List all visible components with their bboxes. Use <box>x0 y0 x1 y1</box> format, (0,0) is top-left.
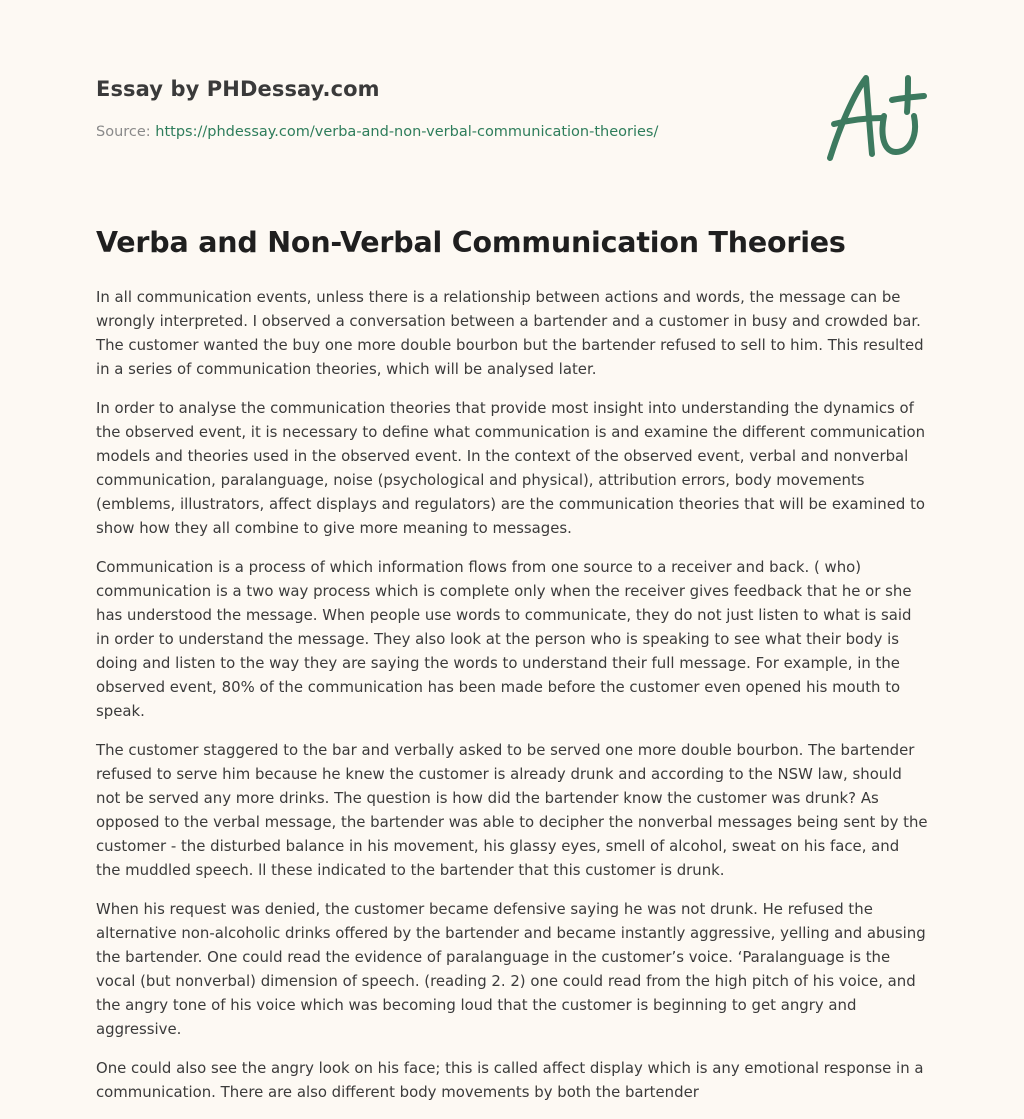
page-header <box>96 77 936 140</box>
paragraph: The customer staggered to the bar and verbally asked to be served one more double bourbon. The bartender refused to serve him because he knew the customer is already drunk and according to the NSW law, should not be served any more drinks. The question is how did the bartender know the customer was drunk? As opposed to the verbal message, the bartender was able to decipher the nonverbal messages being sent by the customer - the disturbed balance in his movement, his glassy eyes, smell of alcohol, sweat on his face, and the muddled speech. ll these indicated to the bartender that this customer is drunk. <box>96 741 928 879</box>
source-label: Source: <box>96 124 156 140</box>
article-body <box>96 285 928 1119</box>
source-link[interactable]: https://phdessay.com/verba-and-non-verbal-communication-theories/ <box>155 124 659 140</box>
paragraph: When his request was denied, the customer became defensive saying he was not drunk. He refused the alternative non-alcoholic drinks offered by the bartender and became instantly aggressive, yelling and abusing the bartender. One could read the evidence of paralanguage in the customer’s voice. ‘Paralanguage is the vocal (but nonverbal) dimension of speech. (reading 2. 2) one could read from the high pitch of his voice, and the angry tone of his voice which was becoming loud that the customer is beginning to get angry and aggressive. <box>96 900 926 1038</box>
paragraph: In all communication events, unless there is a relationship between actions and words, the message can be wrongly interpreted. I observed a conversation between a bartender and a customer in busy and crowded bar. The customer wanted the buy one more double bourbon but the bartender refused to sell to him. This resulted in a series of communication theories, which will be analysed later. <box>96 288 924 378</box>
paragraph: In order to analyse the communication theories that provide most insight into understanding the dynamics of the observed event, it is necessary to define what communication is and examine the different communication models and theories used in the observed event. In the context of the observed event, verbal and nonverbal communication, paralanguage, noise (psychological and physical), attribution errors, body movements (emblems, illustrators, affect displays and regulators) are the communication theories that will be examined to show how they all combine to give more meaning to messages. <box>96 399 926 537</box>
site-brand: Essay by PHDessay.com <box>96 77 380 101</box>
paragraph: Communication is a process of which information flows from one source to a receiver and back. ( who) communication is a two way process which is complete only when the receiver gives feedback that he or she has understood the message. When people use words to communicate, they do not just listen to what is said in order to understand the message. They also look at the person who is speaking to see what their body is doing and listen to the way they are saying the words to understand their full message. For example, in the observed event, 80% of the communication has been made before the customer even opened his mouth to speak. <box>96 558 912 720</box>
source-line <box>96 124 658 140</box>
a-plus-grade-icon <box>820 66 930 166</box>
paragraph: One could also see the angry look on his face; this is called affect display which is any emotional response in a communication. There are also different body movements by both the bartender <box>96 1059 924 1101</box>
article-title: Verba and Non-Verbal Communication Theories <box>96 226 846 259</box>
